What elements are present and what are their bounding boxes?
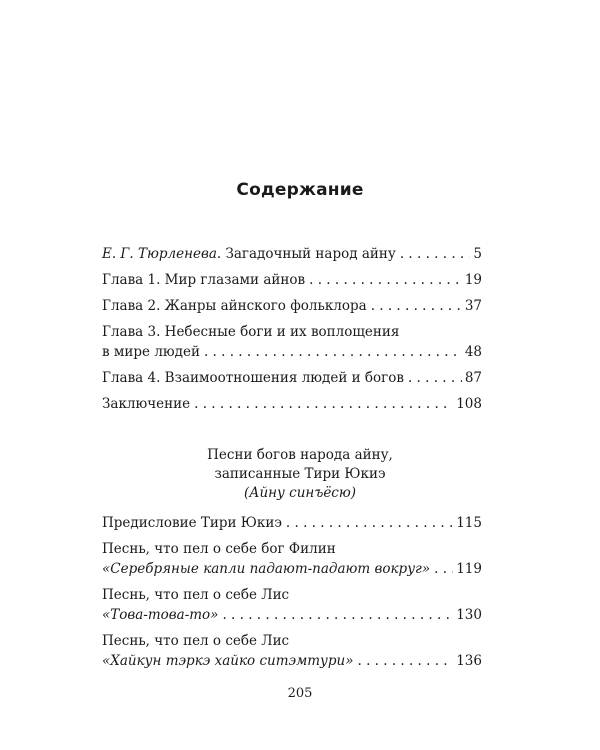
toc-entry-page: 136 — [456, 653, 482, 669]
toc-entry-author: Е. Г. Тюрленева. — [102, 246, 222, 262]
contents-title: Содержание — [236, 180, 364, 200]
toc-entry-chapter-2 — [102, 296, 482, 316]
toc-entry-label: «Серебряные капли падают-падают вокруг» — [102, 561, 431, 577]
toc-entry-chapter-3 — [102, 322, 482, 362]
toc-entry-page: 130 — [456, 607, 482, 623]
section-heading-line-3: (Айну синъёсю) — [243, 485, 357, 501]
page-number: 205 — [287, 686, 313, 701]
toc-entry-label: Предисловие Тири Юкиэ — [102, 515, 282, 531]
leader-dots — [371, 296, 462, 316]
leader-dots — [222, 605, 453, 625]
leader-dots — [309, 270, 462, 290]
toc-entry-page: 119 — [456, 561, 482, 577]
section-heading-line-1: Песни богов народа айну, — [207, 447, 393, 463]
leader-dots — [286, 513, 453, 533]
leader-dots — [194, 394, 453, 414]
toc-entry-label: «Това-това-то» — [102, 607, 219, 623]
leader-dots — [400, 244, 471, 264]
toc-entry-label: в мире людей — [102, 344, 200, 360]
toc-entry-label: Заключение — [102, 396, 191, 412]
toc-entry-label: Глава 4. Взаимоотношения людей и богов — [102, 370, 404, 386]
toc-entry-page: 37 — [464, 298, 482, 314]
toc-entry-song-fox-1 — [102, 585, 482, 625]
toc-entry-page: 5 — [473, 246, 482, 262]
toc-entry-label-line-1: Глава 3. Небесные боги и их воплощения — [102, 324, 400, 340]
toc-entry-page: 19 — [464, 272, 482, 288]
toc-entry-label-line-1: Песнь, что пел о себе Лис — [102, 633, 290, 649]
section-heading — [0, 446, 600, 503]
leader-dots — [434, 559, 453, 579]
toc-entry-page: 48 — [464, 344, 482, 360]
leader-dots — [408, 368, 462, 388]
leader-dots — [204, 342, 462, 362]
toc-part-2 — [102, 513, 482, 677]
toc-entry-conclusion — [102, 394, 482, 414]
toc-entry-page: 108 — [456, 396, 482, 412]
toc-entry-chapter-4 — [102, 368, 482, 388]
toc-entry-label: «Хайкун тэркэ хайко ситэмтури» — [102, 653, 354, 669]
toc-entry-intro — [102, 244, 482, 264]
toc-part-1 — [102, 244, 482, 420]
toc-entry-label-line-1: Песнь, что пел о себе бог Филин — [102, 541, 336, 557]
toc-entry-song-fox-2 — [102, 631, 482, 671]
toc-entry-chapter-1 — [102, 270, 482, 290]
toc-entry-label: Глава 1. Мир глазами айнов — [102, 272, 306, 288]
toc-entry-label-line-1: Песнь, что пел о себе Лис — [102, 587, 290, 603]
toc-entry-page: 87 — [464, 370, 482, 386]
toc-entry-label: Загадочный народ айну — [225, 246, 396, 262]
toc-entry-label: Глава 2. Жанры айнского фольклора — [102, 298, 367, 314]
toc-entry-preface — [102, 513, 482, 533]
toc-entry-song-owl — [102, 539, 482, 579]
section-heading-line-2: записанные Тири Юкиэ — [214, 466, 386, 482]
leader-dots — [357, 651, 453, 671]
toc-entry-page: 115 — [456, 515, 482, 531]
